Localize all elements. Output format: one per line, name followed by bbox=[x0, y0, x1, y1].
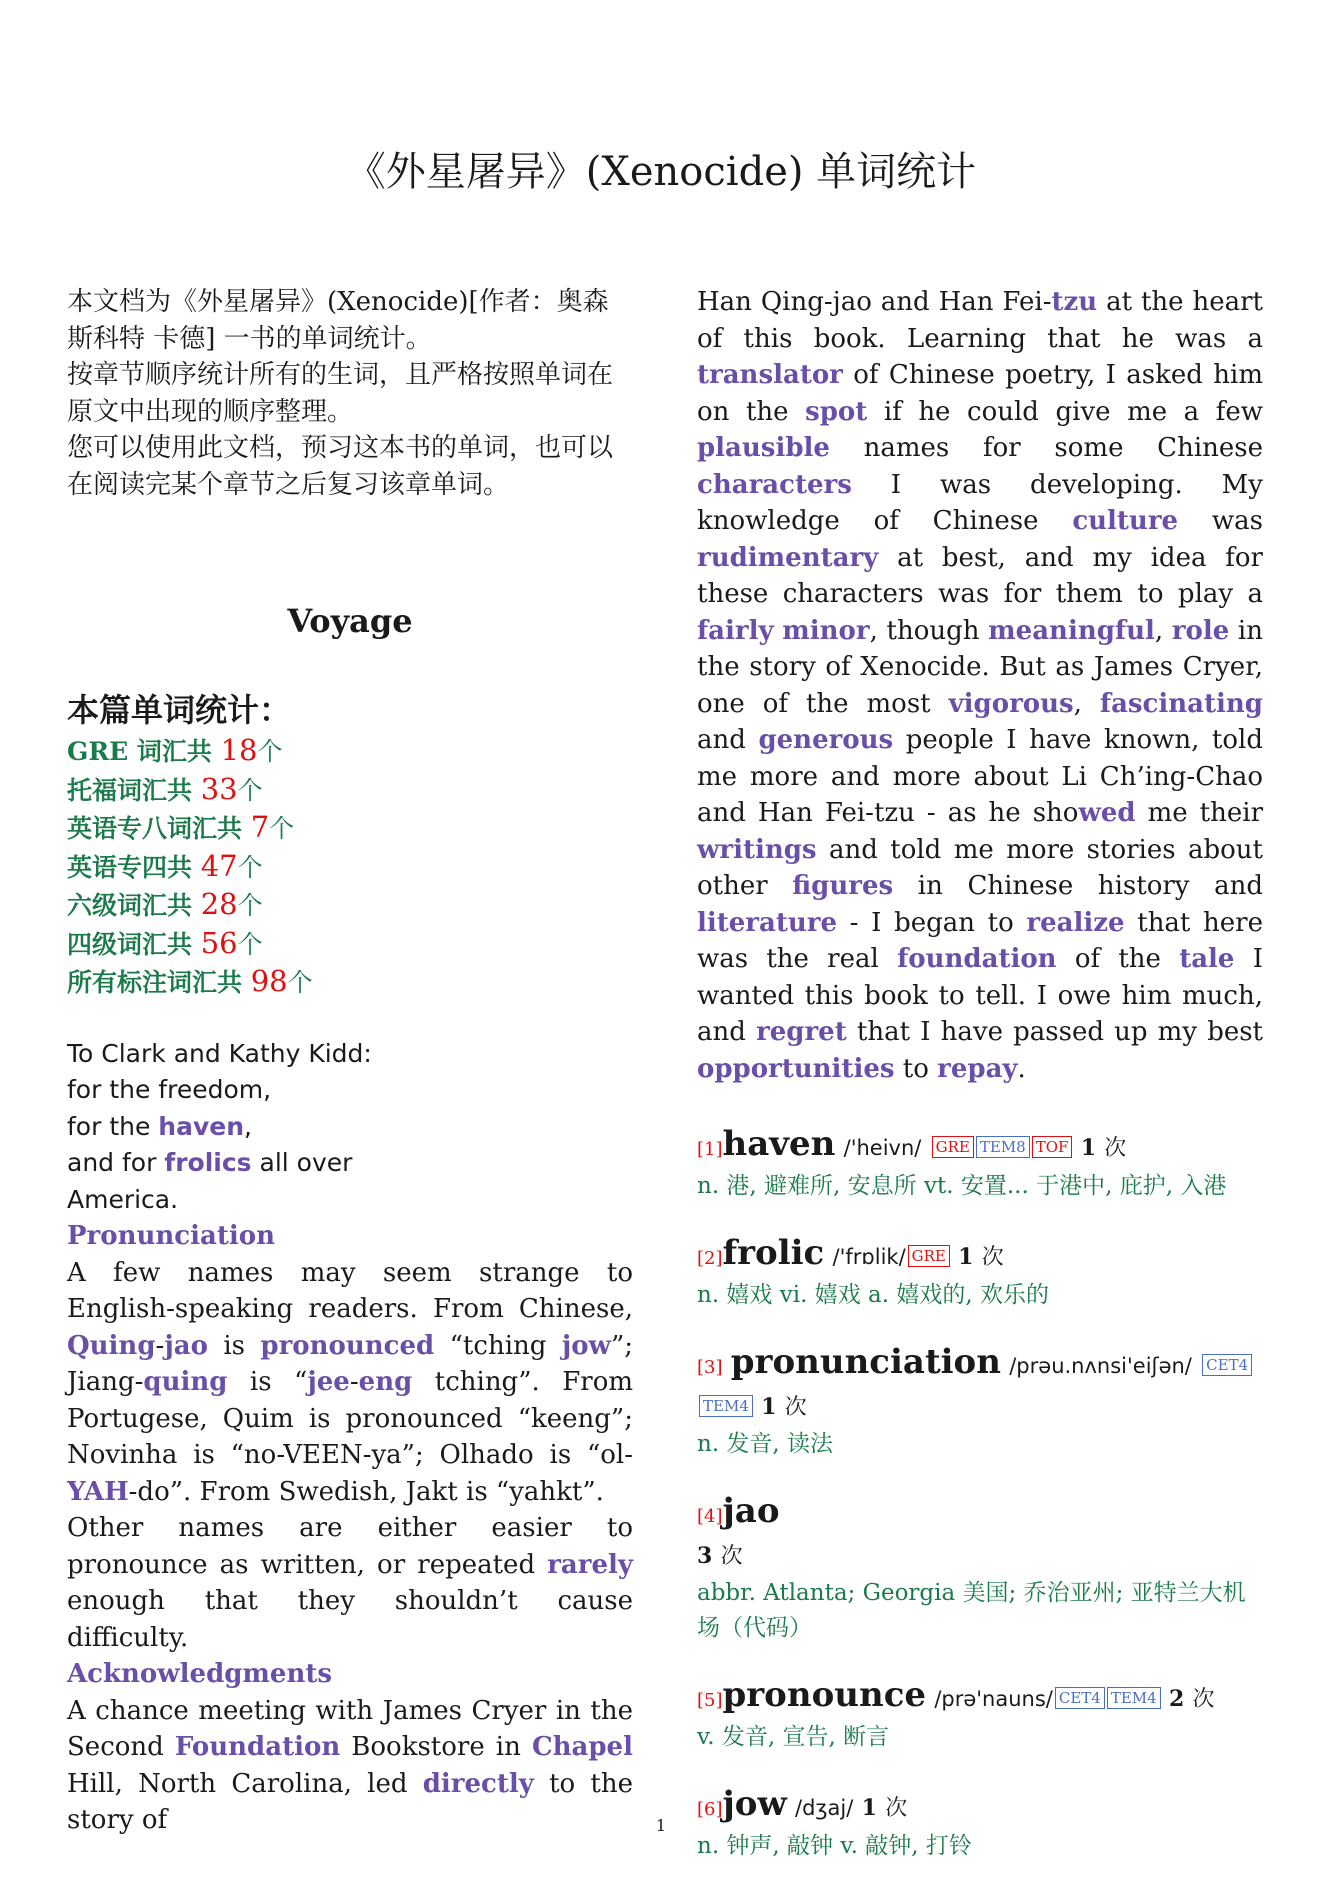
tag-badge: CET4 bbox=[1055, 1687, 1105, 1709]
tag-badge: TEM4 bbox=[1107, 1687, 1161, 1709]
entry-index: [2] bbox=[697, 1248, 723, 1269]
entry-word: haven bbox=[722, 1124, 836, 1164]
tag-badge: TEM4 bbox=[699, 1395, 753, 1417]
entry-index: [1] bbox=[697, 1139, 723, 1160]
acknowledgments-continued: Han Qing-jao and Han Fei-tzu at the heart of this book. Learning that he was a translator of Chinese poetry, I asked him on the spot if he could give me a few plausible names for some Chinese characters I was developing. My knowledge of Chinese culture was rudimentary at best, and my idea for these characters was for them to play a fairly minor, though meaningful, role in the story of Xenocide. But as James Cryer, one of the most vigorous, fascinating and generous people I have known, told me more and more about Li Ch’ing-Chao and Han Fei-tzu - as he showed me their writings and told me more stories about other figures in Chinese history and literature - I began to realize that here was the real foundation of the tale I wanted this book to tell. I owe him much, and regret that I have passed up my best opportunities to repay. bbox=[697, 287, 1264, 1084]
section-heading-pronunciation: Pronunciation bbox=[67, 1221, 275, 1251]
tag-badge: GRE bbox=[908, 1245, 950, 1267]
section-heading-acknowledgments: Acknowledgments bbox=[67, 1659, 333, 1689]
dedication-line: America. bbox=[67, 1184, 179, 1214]
entry-count: 1 bbox=[761, 1394, 777, 1420]
entry-definition: n. 发音, 读法 bbox=[697, 1431, 834, 1457]
entry-definition: n. 嬉戏 vi. 嬉戏 a. 嬉戏的, 欢乐的 bbox=[697, 1282, 1049, 1308]
stats-block bbox=[67, 692, 633, 1002]
intro-line: 您可以使用此文档，预习这本书的单词，也可以在阅读完某个章节之后复习该章单词。 bbox=[67, 433, 614, 500]
vocab-entry: [6]jow /dʒaj/ 1 次 n. 钟声, 敲钟 v. 敲钟, 打铃 bbox=[697, 1785, 1263, 1864]
left-column bbox=[67, 284, 633, 1839]
intro-line: 按章节顺序统计所有的生词，且严格按照单词在原文中出现的顺序整理。 bbox=[67, 360, 614, 427]
dedication-line: To Clark and Kathy Kidd: bbox=[67, 1038, 372, 1068]
entry-definition: abbr. Atlanta; Georgia 美国; 乔治亚州; 亚特兰大机场（代码） bbox=[697, 1580, 1246, 1641]
right-column bbox=[697, 284, 1263, 1894]
entry-count: 3 bbox=[697, 1543, 713, 1569]
vocabulary-list bbox=[697, 1125, 1263, 1864]
stat-line: 四级词汇共 56个 bbox=[67, 925, 263, 960]
stat-line: 所有标注词汇共 98个 bbox=[67, 964, 313, 998]
tag-badge: CET4 bbox=[1202, 1354, 1252, 1376]
vocab-entry: [1]haven /'heivn/ GRE TEM8 TOF 1 次 n. 港, 避难所, 安息所 vt. 安置... 于港中, 庇护, 入港 bbox=[697, 1125, 1263, 1204]
stat-line: 英语专四共 47个 bbox=[67, 848, 263, 883]
tag-badge: GRE bbox=[932, 1136, 974, 1158]
entry-phonetic: /prə'nauns/ bbox=[934, 1687, 1053, 1711]
entry-phonetic: /'heivn/ bbox=[843, 1136, 922, 1160]
acknowledgments-paragraph: A chance meeting with James Cryer in the Second Foundation Bookstore in Chapel Hill, North Carolina, led directly to the story of bbox=[67, 1695, 633, 1835]
page-title: 《外星屠异》(Xenocide) 单词统计 bbox=[345, 149, 977, 195]
stat-line: 六级词汇共 28个 bbox=[67, 887, 263, 921]
dedication-line: and for frolics all over bbox=[67, 1148, 353, 1177]
entry-word: jao bbox=[722, 1491, 780, 1531]
vocab-entry: [4]jao 3 次 abbr. Atlanta; Georgia 美国; 乔治亚州; 亚特兰大机场（代码） bbox=[697, 1492, 1263, 1646]
intro-line: 本文档为《外星屠异》(Xenocide)[作者：奥森斯科特 卡德] 一书的单词统计。 bbox=[67, 287, 609, 354]
dedication-line: for the freedom, bbox=[67, 1075, 272, 1104]
page-number: 1 bbox=[655, 1816, 667, 1835]
stat-line: 托福词汇共 33个 bbox=[67, 771, 263, 806]
stat-line: GRE 词汇共 18个 bbox=[67, 733, 283, 767]
dedication-line: for the haven, bbox=[67, 1111, 252, 1141]
entry-phonetic: /dʒaj/ bbox=[795, 1796, 854, 1820]
entry-definition: v. 发音, 宣告, 断言 bbox=[697, 1724, 890, 1750]
entry-word: pronounce bbox=[722, 1675, 927, 1715]
chapter-title: Voyage bbox=[287, 602, 413, 640]
entry-index: [6] bbox=[697, 1799, 723, 1820]
entry-word: frolic bbox=[722, 1233, 825, 1273]
entry-phonetic: /'frɒlik/ bbox=[832, 1245, 906, 1269]
entry-definition: n. 钟声, 敲钟 v. 敲钟, 打铃 bbox=[697, 1833, 972, 1859]
stat-line: 英语专八词汇共 7个 bbox=[67, 810, 295, 844]
vocab-entry: [2]frolic /'frɒlik/ GRE 1 次 n. 嬉戏 vi. 嬉戏 a. 嬉戏的, 欢乐的 bbox=[697, 1234, 1263, 1313]
entry-phonetic: /prəu.nʌnsi'eiʃən/ bbox=[1009, 1354, 1192, 1378]
entry-index: [4] bbox=[697, 1506, 723, 1527]
stats-title: 本篇单词统计： bbox=[67, 690, 292, 729]
entry-word: pronunciation bbox=[730, 1342, 1001, 1382]
tag-badge: TEM8 bbox=[976, 1136, 1030, 1158]
keyword: haven bbox=[158, 1111, 245, 1141]
pronunciation-paragraph-2: Other names are either easier to pronounce as written, or repeated rarely enough that they shouldn’t cause difficulty. bbox=[67, 1513, 633, 1653]
entry-count: 1 bbox=[958, 1244, 974, 1270]
dedication bbox=[67, 1036, 633, 1219]
entry-count: 2 bbox=[1168, 1686, 1185, 1712]
vocab-entry: [3] pronunciation /prəu.nʌnsi'eiʃən/ CET4 TEM4 1 次 n. 发音, 读法 bbox=[697, 1343, 1263, 1462]
pronunciation-paragraph: A few names may seem strange to English-speaking readers. From Chinese, Quing-jao is pronounced “tching jow”; Jiang-quing is “jee-eng tching”. From Portugese, Quim is pronounced “keeng”; Novinha is “no-VEEN-ya”; Olhado is “ol-YAH-do”. From Swedish, Jakt is “yahkt”. bbox=[67, 1257, 634, 1507]
tag-badge: TOF bbox=[1032, 1136, 1073, 1158]
entry-definition: n. 港, 避难所, 安息所 vt. 安置... 于港中, 庇护, 入港 bbox=[697, 1173, 1227, 1199]
entry-count: 1 bbox=[1080, 1135, 1097, 1161]
keyword: frolics bbox=[164, 1148, 252, 1177]
intro bbox=[67, 284, 633, 503]
vocab-entry: [5]pronounce /prə'nauns/ CET4 TEM4 2 次 v. 发音, 宣告, 断言 bbox=[697, 1676, 1263, 1755]
entry-word: jow bbox=[722, 1784, 787, 1824]
entry-count: 1 bbox=[861, 1795, 877, 1821]
entry-index: [3] bbox=[697, 1357, 723, 1378]
entry-index: [5] bbox=[697, 1690, 723, 1711]
